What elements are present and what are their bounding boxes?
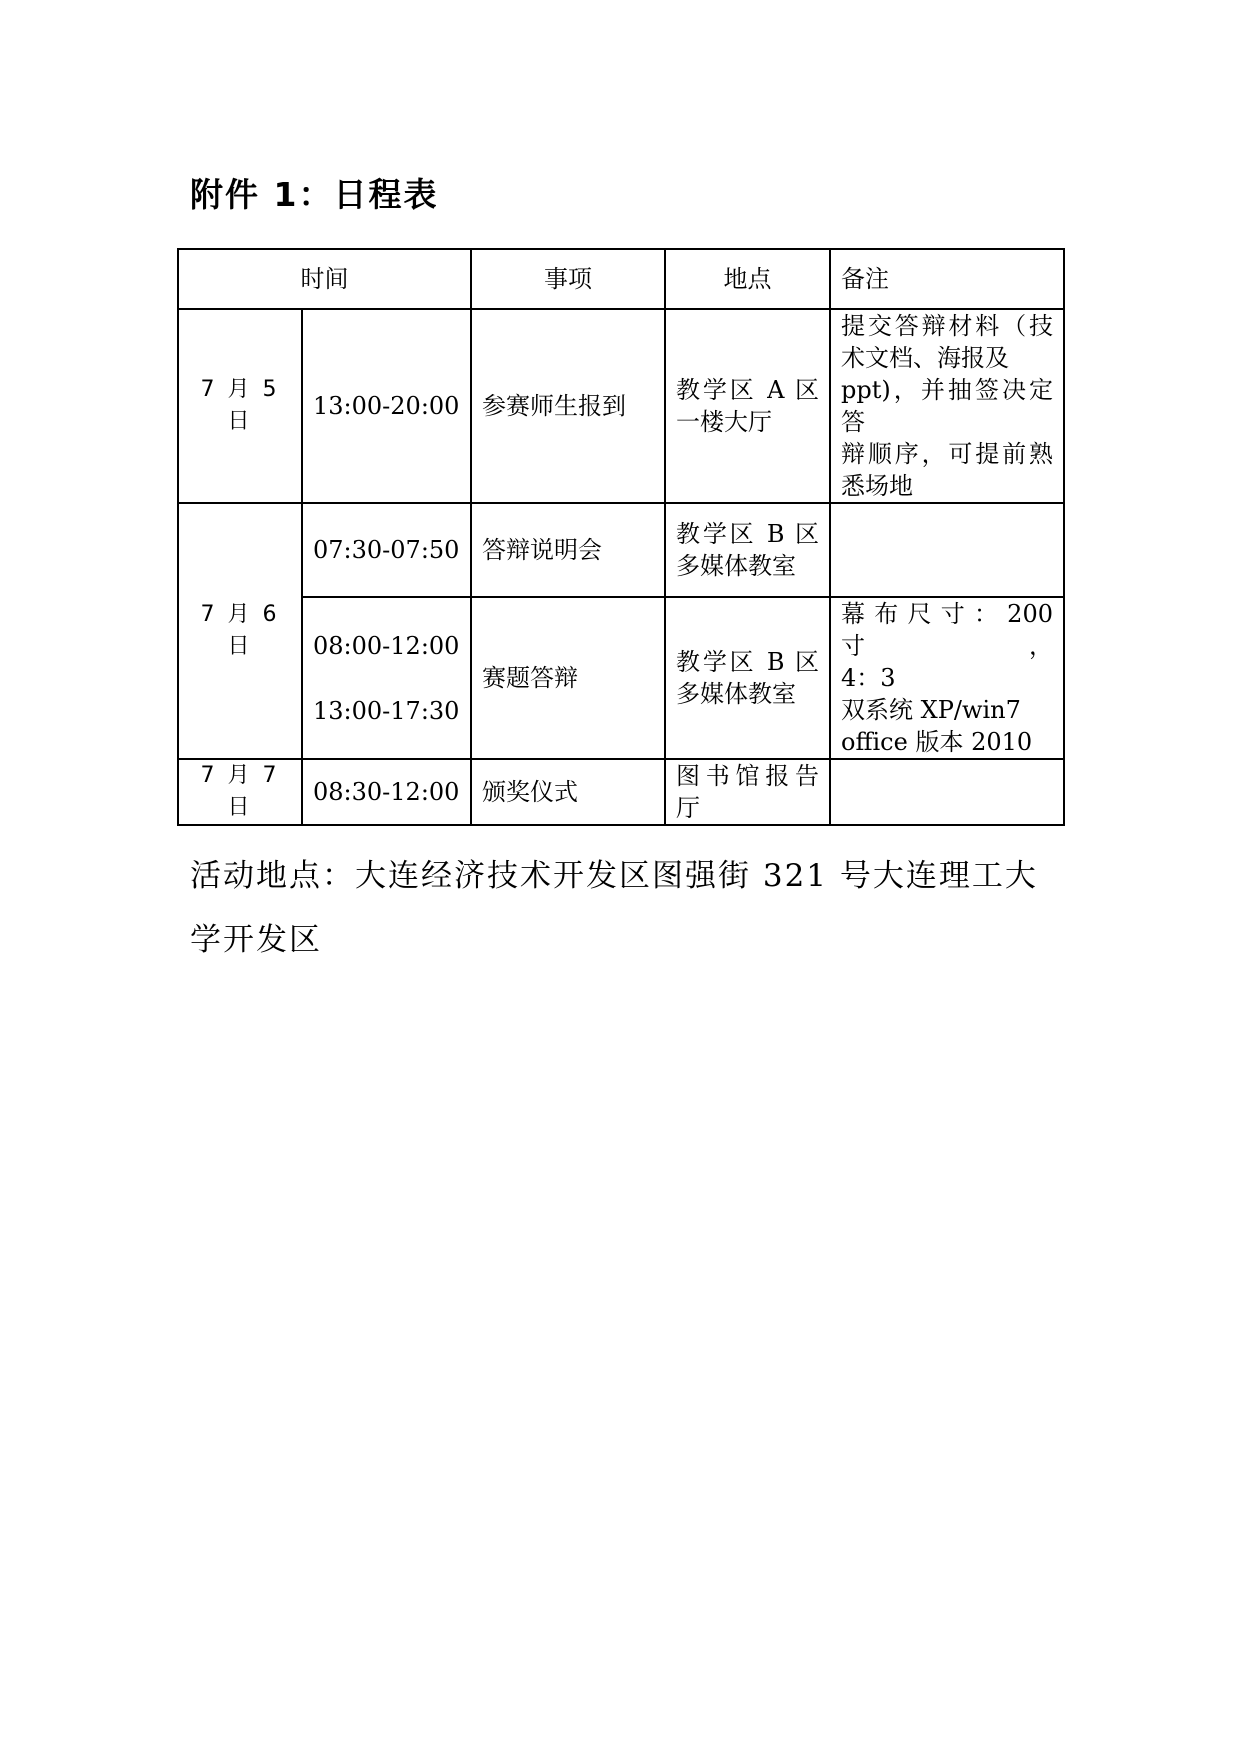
table-row bbox=[178, 309, 1064, 503]
location-line: 一楼大厅 bbox=[676, 408, 772, 436]
activity-location: 活动地点：大连经济技术开发区图强街 321 号大连理工大学开发区 bbox=[190, 858, 1038, 958]
item-cell: 颁奖仪式 bbox=[471, 759, 665, 825]
header-note: 备注 bbox=[830, 249, 1064, 309]
location-line: 多媒体教室 bbox=[676, 680, 796, 708]
time-cell: 07:30-07:50 bbox=[302, 503, 471, 597]
note-line: 提交答辩材料（技 bbox=[841, 312, 1053, 340]
header-location: 地点 bbox=[665, 249, 830, 309]
date-cell: 7 月 5 日 bbox=[178, 309, 302, 503]
item-cell: 答辩说明会 bbox=[471, 503, 665, 597]
page-title: 附件 1：日程表 bbox=[190, 175, 439, 214]
date-cell: 7 月 6 日 bbox=[178, 503, 302, 759]
table-row bbox=[178, 503, 1064, 597]
header-item: 事项 bbox=[471, 249, 665, 309]
time-cell bbox=[302, 597, 471, 759]
location-line: 教学区 B 区 bbox=[676, 648, 819, 676]
note-line: 辩顺序，可提前熟 bbox=[841, 440, 1053, 468]
location-line: 多媒体教室 bbox=[676, 552, 796, 580]
location-line: 厅 bbox=[676, 794, 700, 822]
time-line: 13:00-17:30 bbox=[313, 696, 460, 725]
note-cell bbox=[830, 503, 1064, 597]
note-cell bbox=[830, 759, 1064, 825]
date-cell: 7 月 7 日 bbox=[178, 759, 302, 825]
location-line: 教学区 B 区 bbox=[676, 520, 819, 548]
header-time: 时间 bbox=[178, 249, 471, 309]
time-cell: 13:00-20:00 bbox=[302, 309, 471, 503]
note-line: ppt)，并抽签决定答 bbox=[841, 376, 1053, 436]
item-cell: 参赛师生报到 bbox=[471, 309, 665, 503]
location-cell bbox=[665, 597, 830, 759]
table-header-row bbox=[178, 249, 1064, 309]
item-cell: 赛题答辩 bbox=[471, 597, 665, 759]
table-row bbox=[178, 597, 1064, 759]
location-line: 教学区 A 区 bbox=[676, 376, 819, 404]
location-cell bbox=[665, 759, 830, 825]
note-line: office 版本 2010 bbox=[841, 728, 1033, 756]
time-line: 08:00-12:00 bbox=[313, 631, 460, 660]
time-cell: 08:30-12:00 bbox=[302, 759, 471, 825]
note-line: 双系统 XP/win7 bbox=[841, 696, 1021, 724]
note-cell bbox=[830, 309, 1064, 503]
note-line: 幕布尺寸：200 寸， bbox=[841, 600, 1053, 660]
location-cell bbox=[665, 309, 830, 503]
note-line: 4：3 bbox=[841, 664, 896, 692]
location-cell bbox=[665, 503, 830, 597]
note-line: 术文档、海报及 bbox=[841, 344, 1009, 372]
note-cell bbox=[830, 597, 1064, 759]
table-row bbox=[178, 759, 1064, 825]
note-line: 悉场地 bbox=[841, 472, 913, 500]
schedule-table bbox=[177, 248, 1065, 826]
location-line: 图书馆报告 bbox=[676, 762, 819, 790]
